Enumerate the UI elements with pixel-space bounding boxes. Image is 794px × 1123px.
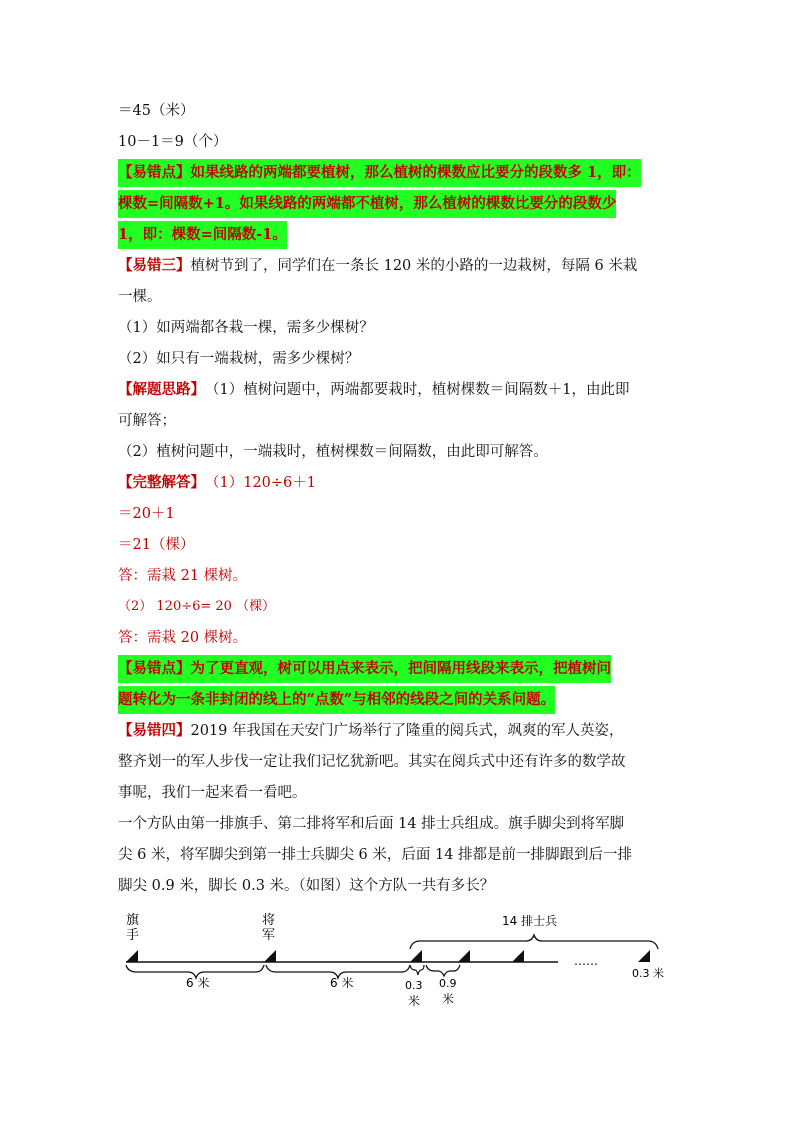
soldier-foot [410, 950, 422, 962]
flag-bearer-label: 手 [126, 928, 140, 943]
text-line: （1）如两端都各栽一棵，需多少棵树？ [118, 319, 374, 336]
answer-text: （1）120÷6＋1 [205, 474, 317, 491]
soldiers-brace [410, 935, 658, 949]
question-text: 2019 年我国在天安门广场举行了隆重的阅兵式，飒爽的军人英姿， [190, 722, 624, 739]
soldiers-label: 14 排士兵 [502, 914, 558, 928]
gap-length-label: 0.9 [439, 977, 457, 990]
note-text: 题转化为一条非封闭的线上的“点数”与相邻的线段之间的关系问题。 [118, 686, 555, 714]
distance-label-1: 6 米 [186, 976, 210, 990]
general-label: 将 [262, 913, 276, 928]
highlight-note [118, 653, 683, 684]
text-line: 尖 6 米，将军脚尖到第一排士兵脚尖 6 米，后面 14 排都是前一排脚跟到后一排 [118, 846, 633, 863]
foot-brace [410, 965, 424, 975]
foot-length-unit: 米 [408, 994, 421, 1008]
soldier-foot [458, 950, 470, 962]
highlight-note [118, 188, 683, 219]
general-foot [264, 950, 276, 962]
formation-diagram [118, 905, 688, 1015]
answer-line: （2） 120÷6= 20 （棵） [118, 598, 276, 614]
note-text: 1，即：棵数=间隔数-1。 [118, 221, 287, 249]
highlight-note [118, 219, 683, 250]
note-text: 棵数=间隔数+1。如果线路的两端都不植树，那么植树的棵数比要分的段数少 [118, 190, 616, 218]
distance-label-2: 6 米 [330, 976, 354, 990]
text-line: （2）植树问题中，一端栽时，植树棵数＝间隔数，由此即可解答。 [118, 443, 548, 460]
note-text: 【易错点】为了更直观，树可以用点来表示，把间隔用线段来表示，把植树问 [118, 655, 611, 683]
text-line: （2）如只有一端栽树，需多少棵树？ [118, 350, 360, 367]
soldier-foot [512, 950, 524, 962]
soldier-foot [638, 950, 650, 962]
section-tag: 【易错三】 [118, 256, 191, 274]
text-line: ＝45（米） [118, 102, 195, 119]
section-tag: 【完整解答】 [118, 473, 205, 491]
question-4-line [118, 715, 683, 746]
end-foot-label: 0.3 米 [632, 967, 664, 980]
text-line: 一棵。 [118, 288, 162, 305]
answer-line: 答：需栽 20 棵树。 [118, 629, 248, 646]
gap-length-unit: 米 [442, 992, 455, 1006]
text-line: 整齐划一的军人步伐一定让我们记忆犹新吧。其实在阅兵式中还有许多的数学故 [118, 753, 626, 770]
think-text: （1）植树问题中，两端都要栽时，植树棵数＝间隔数＋1，由此即 [205, 381, 630, 398]
foot-length-label: 0.3 [405, 979, 423, 992]
question-text: 植树节到了，同学们在一条长 120 米的小路的一边栽树，每隔 6 米栽 [190, 257, 638, 274]
text-line: 事呢，我们一起来看一看吧。 [118, 784, 307, 801]
gap-brace [426, 965, 460, 976]
text-line: 10－1＝9（个） [118, 133, 228, 150]
flag-bearer-label: 旗 [126, 913, 140, 928]
think-line [118, 374, 683, 405]
answer-line [118, 467, 683, 498]
ellipsis: …… [574, 954, 598, 968]
note-text: 【易错点】如果线路的两端都要植树，那么植树的棵数应比要分的段数多 1，即： [118, 159, 641, 187]
answer-line: ＝21（棵） [118, 536, 195, 553]
general-label: 军 [262, 928, 276, 943]
flag-bearer-foot [126, 950, 138, 962]
question-3-line [118, 250, 683, 281]
text-line: 脚尖 0.9 米，脚长 0.3 米。（如图）这个方队一共有多长？ [118, 877, 495, 894]
answer-line: ＝20＋1 [118, 505, 175, 522]
section-tag: 【易错四】 [118, 721, 191, 739]
section-tag: 【解题思路】 [118, 380, 205, 398]
highlight-note [118, 157, 683, 188]
text-line: 可解答； [118, 412, 176, 429]
document-page [118, 95, 683, 901]
answer-line: 答：需栽 21 棵树。 [118, 567, 248, 584]
highlight-note [118, 684, 683, 715]
text-line: 一个方队由第一排旗手、第二排将军和后面 14 排士兵组成。旗手脚尖到将军脚 [118, 815, 625, 832]
